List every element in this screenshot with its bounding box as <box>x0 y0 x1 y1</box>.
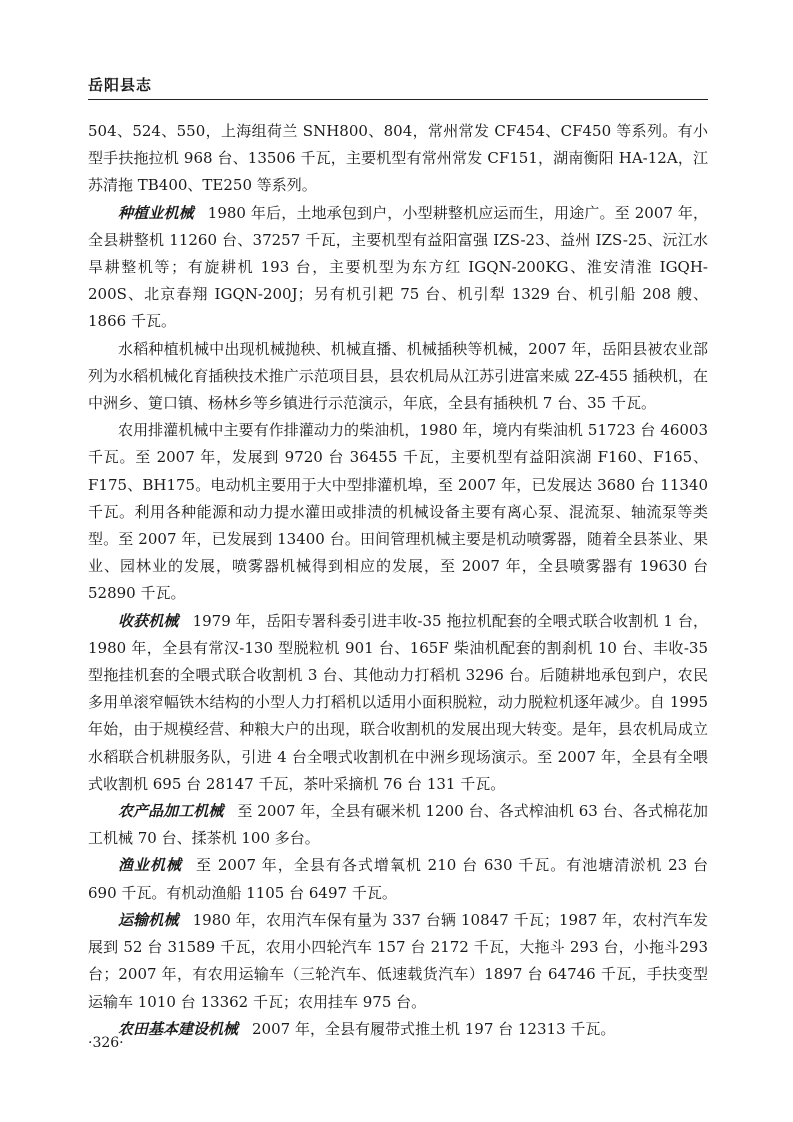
paragraph <box>88 608 708 798</box>
paragraph <box>88 798 708 852</box>
paragraph-text: 504、524、550，上海组荷兰 SNH800、804，常州常发 CF454、CF450 等系列。有小型手扶拖拉机 968 台、13506 千瓦，主要机型有常州常发 CF151，湖南衡阳 HA-12A，江苏清拖 TB400、TE250 等系列。 <box>88 122 708 195</box>
paragraph <box>88 118 708 200</box>
body-text <box>88 118 708 1043</box>
section-term: 种植业机械 <box>118 203 194 222</box>
paragraph <box>88 907 708 1016</box>
paragraph <box>88 200 708 336</box>
paragraph-text: 农用排灌机械中主要有作排灌动力的柴油机，1980 年，境内有柴油机 51723 台 46003 千瓦。至 2007 年，发展到 9720 台 36455 千瓦，主要机型有益阳滨湖 F160、F165、F175、BH175。电动机主要用于大中型排灌机埠，至 2007 年，已发展达 3680 台 11340 千瓦。利用各种能源和动力提水灌田或排渍的机械设备主要有离心泵、混流泵、轴流泵等类型。至 2007 年，已发展到 13400 台。田间管理机械主要是机动喷雾器，随着全县茶业、果业、园林业的发展，喷雾器机械得到相应的发展，至 2007 年，全县喷雾器有 19630 台 52890 千瓦。 <box>88 421 708 603</box>
paragraph-text: 至 2007 年，全县有各式增氧机 210 台 630 千瓦。有池塘清淤机 23 台 690 千瓦。有机动渔船 1105 台 6497 千瓦。 <box>88 856 708 902</box>
paragraph <box>88 336 708 418</box>
running-header: 岳阳县志 <box>88 76 153 94</box>
paragraph-text: 至 2007 年，全县有碾米机 1200 台、各式榨油机 63 台、各式棉花加工机械 70 台、揉茶机 100 多台。 <box>88 802 708 848</box>
paragraph <box>88 1016 708 1043</box>
paragraph-text: 1980 年，农用汽车保有量为 337 台辆 10847 千瓦；1987 年，农村汽车发展到 52 台 31589 千瓦，农用小四轮汽车 157 台 2172 千瓦，大拖斗 293 台，小拖斗293 台；2007 年，有农用运输车（三轮汽车、低速载货汽车）1897 台 64746 千瓦，手扶变型运输车 1010 台 13362 千瓦；农用挂车 975 台。 <box>88 910 708 1011</box>
section-term: 运输机械 <box>118 910 179 929</box>
page-number: ·326· <box>88 1035 124 1051</box>
header-divider <box>88 99 708 100</box>
paragraph-text: 2007 年，全县有履带式推土机 197 台 12313 千瓦。 <box>252 1019 616 1038</box>
section-term: 渔业机械 <box>118 856 183 875</box>
paragraph <box>88 417 708 607</box>
paragraph-text: 1979 年，岳阳专署科委引进丰收-35 拖拉机配套的全喂式联合收割机 1 台，1980 年，全县有常汉-130 型脱粒机 901 台、165F 柴油机配套的割刹机 10 台、丰收-35 型拖挂机套的全喂式联合收割机 3 台、其他动力打稻机 3296 台。后随耕地承包到户，农民多用单滚窄幅铁木结构的小型人力打稻机以适用小面积脱粒，动力脱粒机逐年减少。自 1995 年始，由于规模经营、种粮大户的出现，联合收割机的发展出现大转变。是年，县农机局成立水稻联合机耕服务队，引进 4 台全喂式收割机在中洲乡现场演示。至 2007 年，全县有全喂式收割机 695 台 28147 千瓦，茶叶采摘机 76 台 131 千瓦。 <box>88 611 708 793</box>
paragraph-text: 水稻种植机械中出现机械抛秧、机械直播、机械插秧等机械，2007 年，岳阳县被农业部列为水稻机械化育插秧技术推广示范项目县，县农机局从江苏引进富来威 2Z-455 插秧机，在中洲乡、筻口镇、杨林乡等乡镇进行示范演示，年底，全县有插秧机 7 台、35 千瓦。 <box>88 339 708 413</box>
paragraph-text: 1980 年后，土地承包到户，小型耕整机应运而生，用途广。至 2007 年，全县耕整机 11260 台、37257 千瓦，主要机型有益阳富强 IZS-23、益州 IZS-25、沅江水旱耕整机等；有旋耕机 193 台，主要机型为东方红 IGQN-200KG、淮安清淮 IGQH-200S、北京春翔 IGQN-200J；另有机引耙 75 台、机引犁 1329 台、机引船 208 艘、1866 千瓦。 <box>88 203 708 331</box>
section-term: 农产品加工机械 <box>118 802 224 821</box>
paragraph <box>88 852 708 906</box>
section-term: 农田基本建设机械 <box>118 1019 239 1038</box>
section-term: 收获机械 <box>118 611 179 630</box>
